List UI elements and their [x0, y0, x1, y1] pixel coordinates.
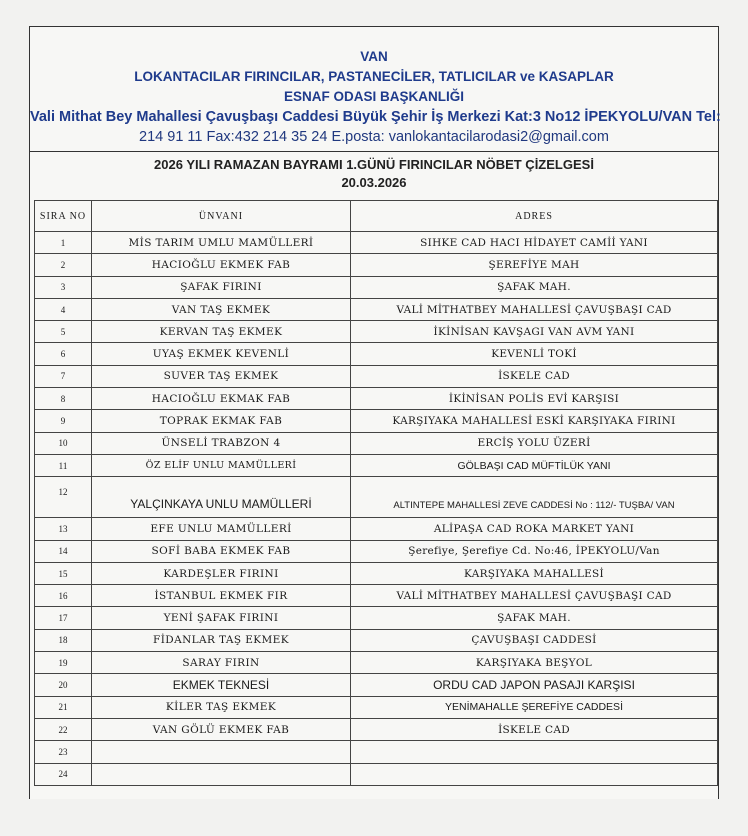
row-address: GÖLBAŞI CAD MÜFTİLÜK YANI [351, 454, 718, 476]
table-row [35, 365, 718, 387]
row-address [351, 763, 718, 785]
table-row [35, 454, 718, 476]
schedule-title [30, 151, 718, 194]
row-address: İSKELE CAD [351, 365, 718, 387]
row-address: KARŞIYAKA MAHALLESİ ESKİ KARŞIYAKA FIRINI [351, 410, 718, 432]
row-number: 19 [35, 652, 92, 674]
row-name: EFE UNLU MAMÜLLERİ [92, 518, 351, 540]
row-name: FİDANLAR TAŞ EKMEK [92, 629, 351, 651]
row-name [92, 763, 351, 785]
row-number: 10 [35, 432, 92, 454]
row-name: HACIOĞLU EKMAK FAB [92, 388, 351, 410]
duty-table [34, 200, 718, 786]
row-number: 20 [35, 674, 92, 696]
row-address: ALİPAŞA CAD ROKA MARKET YANI [351, 518, 718, 540]
row-number: 13 [35, 518, 92, 540]
row-name: SOFİ BABA EKMEK FAB [92, 540, 351, 562]
table-row [35, 696, 718, 718]
row-address: İKİNİSAN POLİS EVİ KARŞISI [351, 388, 718, 410]
row-address: ERCİŞ YOLU ÜZERİ [351, 432, 718, 454]
table-row [35, 741, 718, 763]
row-number: 21 [35, 696, 92, 718]
table-row [35, 432, 718, 454]
row-number: 15 [35, 562, 92, 584]
row-address: VALİ MİTHATBEY MAHALLESİ ÇAVUŞBAŞI CAD [351, 585, 718, 607]
row-address: ALTINTEPE MAHALLESİ ZEVE CADDESİ No : 112/- TUŞBA/ VAN [351, 477, 718, 518]
table-row [35, 518, 718, 540]
row-name: KERVAN TAŞ EKMEK [92, 321, 351, 343]
row-name: ÜNSELİ TRABZON 4 [92, 432, 351, 454]
header-contact: 214 91 11 Fax:432 214 35 24 E.posta: vanlokantacilarodasi2@gmail.com [139, 129, 609, 145]
schedule-date: 20.03.2026 [341, 175, 407, 190]
row-number: 8 [35, 388, 92, 410]
row-number: 16 [35, 585, 92, 607]
row-name: TOPRAK EKMAK FAB [92, 410, 351, 432]
row-address: İSKELE CAD [351, 718, 718, 740]
row-address: YENİMAHALLE ŞEREFİYE CADDESİ [351, 696, 718, 718]
table-row [35, 410, 718, 432]
header-line1: LOKANTACILAR FIRINCILAR, PASTANECİLER, TATLICILAR ve KASAPLAR [134, 69, 614, 84]
row-number: 6 [35, 343, 92, 365]
table-row [35, 276, 718, 298]
row-address: ORDU CAD JAPON PASAJI KARŞISI [351, 674, 718, 696]
row-name: HACIOĞLU EKMEK FAB [92, 254, 351, 276]
row-address: KEVENLİ TOKİ [351, 343, 718, 365]
row-address: ŞAFAK MAH. [351, 607, 718, 629]
table-row [35, 585, 718, 607]
row-address: Şerefiye, Şerefiye Cd. No:46, İPEKYOLU/Van [351, 540, 718, 562]
row-name: İSTANBUL EKMEK FIR [92, 585, 351, 607]
table-row [35, 607, 718, 629]
row-number: 5 [35, 321, 92, 343]
table-row [35, 540, 718, 562]
row-number: 24 [35, 763, 92, 785]
row-number: 11 [35, 454, 92, 476]
row-name: KİLER TAŞ EKMEK [92, 696, 351, 718]
table-row [35, 298, 718, 320]
row-address: İKİNİSAN KAVŞAGI VAN AVM YANI [351, 321, 718, 343]
row-number: 17 [35, 607, 92, 629]
row-number: 3 [35, 276, 92, 298]
row-name: KARDEŞLER FIRINI [92, 562, 351, 584]
row-number: 7 [35, 365, 92, 387]
row-address: KARŞIYAKA BEŞYOL [351, 652, 718, 674]
row-name: EKMEK TEKNESİ [92, 674, 351, 696]
table-row [35, 254, 718, 276]
row-name: MİS TARIM UMLU MAMÜLLERİ [92, 232, 351, 254]
table-row [35, 674, 718, 696]
row-number: 2 [35, 254, 92, 276]
table-row [35, 718, 718, 740]
row-number: 22 [35, 718, 92, 740]
table-row [35, 321, 718, 343]
row-address: KARŞIYAKA MAHALLESİ [351, 562, 718, 584]
table-row [35, 232, 718, 254]
row-name: SARAY FIRIN [92, 652, 351, 674]
table-row [35, 763, 718, 785]
schedule-title-line: 2026 YILI RAMAZAN BAYRAMI 1.GÜNÜ FIRINCILAR NÖBET ÇİZELGESİ [154, 157, 594, 172]
row-address: SIHKE CAD HACI HİDAYET CAMİİ YANI [351, 232, 718, 254]
row-name: ÖZ ELİF UNLU MAMÜLLERİ [92, 454, 351, 476]
table-row [35, 343, 718, 365]
row-address [351, 741, 718, 763]
table-row [35, 388, 718, 410]
header-address: Vali Mithat Bey Mahallesi Çavuşbaşı Caddesi Büyük Şehir İş Merkezi Kat:3 No12 İPEKYOLU/VAN Tel: [30, 109, 721, 125]
row-number: 4 [35, 298, 92, 320]
row-number: 1 [35, 232, 92, 254]
row-address: ŞEREFİYE MAH [351, 254, 718, 276]
row-address: ŞAFAK MAH. [351, 276, 718, 298]
document-sheet [29, 26, 719, 799]
col-header-address: ADRES [351, 201, 718, 232]
row-number: 14 [35, 540, 92, 562]
header-city: VAN [360, 49, 388, 64]
col-header-name: ÜNVANI [92, 201, 351, 232]
row-number: 23 [35, 741, 92, 763]
row-name: YALÇINKAYA UNLU MAMÜLLERİ [92, 477, 351, 518]
table-row [35, 477, 718, 518]
col-header-no: SIRA NO [35, 201, 92, 232]
row-name: YENİ ŞAFAK FIRINI [92, 607, 351, 629]
row-address: ÇAVUŞBAŞI CADDESİ [351, 629, 718, 651]
row-name: VAN TAŞ EKMEK [92, 298, 351, 320]
row-name: VAN GÖLÜ EKMEK FAB [92, 718, 351, 740]
document-header [30, 27, 721, 147]
table-row [35, 652, 718, 674]
row-number: 9 [35, 410, 92, 432]
row-address: VALİ MİTHATBEY MAHALLESİ ÇAVUŞBAŞI CAD [351, 298, 718, 320]
table-row [35, 562, 718, 584]
row-name [92, 741, 351, 763]
row-name: UYAŞ EKMEK KEVENLİ [92, 343, 351, 365]
row-number: 12 [35, 477, 92, 518]
row-number: 18 [35, 629, 92, 651]
table-row [35, 629, 718, 651]
row-name: ŞAFAK FIRINI [92, 276, 351, 298]
row-name: SUVER TAŞ EKMEK [92, 365, 351, 387]
header-line2: ESNAF ODASI BAŞKANLIĞI [283, 89, 464, 104]
